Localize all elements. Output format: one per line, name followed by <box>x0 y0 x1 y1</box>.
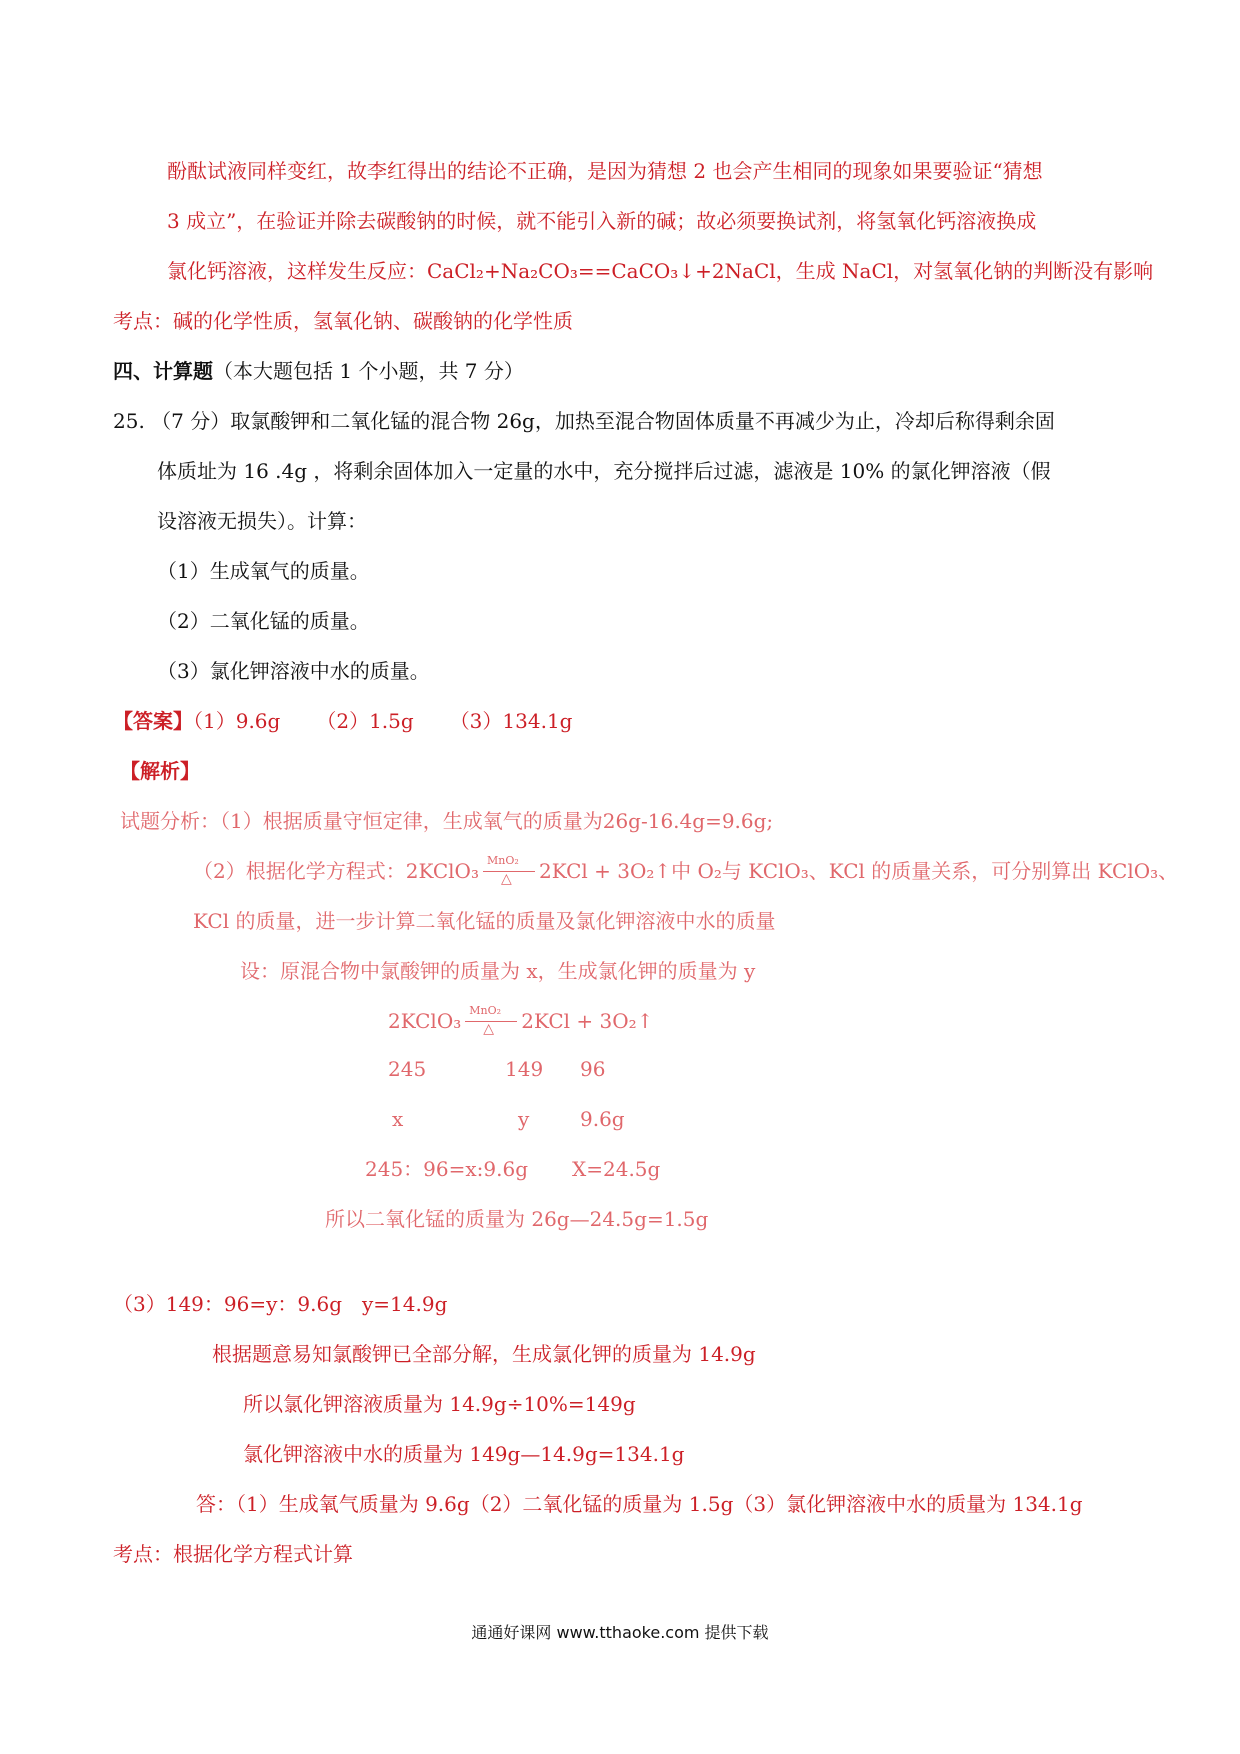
analysis-line-1: 试题分析：（1）根据质量守恒定律，生成氧气的质量为26g-16.4g=9.6g; <box>120 809 774 833</box>
equation-heat: △ <box>483 1021 495 1037</box>
question-line-1: 25. （7 分）取氯酸钾和二氧化锰的混合物 26g，加热至混合物固体质量不再减少为止，冷却后称得剩余固 <box>113 409 1055 433</box>
final-answer: 答：（1）生成氧气质量为 9.6g（2）二氧化锰的质量为 1.5g（3）氯化钾溶液中水的质量为 134.1g <box>196 1492 1083 1516</box>
heat-symbol: △ <box>500 871 512 887</box>
question-line-3: 设溶液无损失）。计算： <box>157 509 367 533</box>
analysis-line-2 <box>193 854 1179 887</box>
explanation-line-2: 3 成立”，在验证并除去碳酸钠的时候，就不能引入新的碱；故必须要换试剂，将氢氧化钙溶液换成 <box>167 209 1037 233</box>
part3-line-4: 氯化钾溶液中水的质量为 149g—14.9g=134.1g <box>243 1442 685 1466</box>
equation-condition <box>461 1004 521 1037</box>
answer-label: 【答案】 <box>113 709 193 733</box>
analysis-label: 【解析】 <box>120 759 200 783</box>
analysis-line-2a: （2）根据化学方程式：2KClO₃ <box>193 859 479 883</box>
question-sub-2: （2）二氧化锰的质量。 <box>157 609 370 633</box>
section-heading <box>113 357 524 385</box>
x-result: X=24.5g <box>572 1157 661 1181</box>
kaodian-1: 考点：碱的化学性质，氢氧化钠、碳酸钠的化学性质 <box>113 309 573 333</box>
question-sub-3: （3）氯化钾溶液中水的质量。 <box>157 659 430 683</box>
mno2-mass: 所以二氧化锰的质量为 26g—24.5g=1.5g <box>325 1207 709 1231</box>
part3-line-2: 根据题意易知氯酸钾已全部分解，生成氯化钾的质量为 14.9g <box>212 1342 756 1366</box>
page-footer: 通通好课网 www.tthaoke.com 提供下载 <box>471 1623 769 1642</box>
kaodian-2: 考点：根据化学方程式计算 <box>113 1542 353 1566</box>
analysis-line-2b: 2KCl + 3O₂↑中 O₂与 KClO₃、KCl 的质量关系，可分别算出 KClO₃、 <box>538 859 1179 883</box>
answer-line <box>113 707 572 735</box>
answer-2: （2）1.5g <box>316 709 414 733</box>
variable-o2: 9.6g <box>580 1107 625 1131</box>
equation-catalyst: MnO₂ <box>469 1004 502 1017</box>
molar-mass-1: 245 <box>388 1057 427 1081</box>
variable-y: y <box>518 1107 530 1131</box>
molar-mass-3: 96 <box>580 1057 606 1081</box>
variable-x: x <box>392 1107 404 1131</box>
part3-line-1b: y=14.9g <box>362 1292 448 1316</box>
equation-left: 2KClO₃ <box>388 1009 462 1033</box>
catalyst-label: MnO₂ <box>486 854 519 867</box>
answer-1: （1）9.6g <box>193 709 281 733</box>
question-line-2: 体质址为 16 .4g ，将剩余固体加入一定量的水中，充分搅拌后过滤，滤液是 10% 的氯化钾溶液（假 <box>157 459 1051 483</box>
ratio-equation: 245：96=x:9.6g <box>365 1157 529 1181</box>
section-note: （本大题包括 1 个小题，共 7 分） <box>213 359 524 383</box>
analysis-line-4: 设：原混合物中氯酸钾的质量为 x，生成氯化钾的质量为 y <box>240 959 756 983</box>
answer-3: （3）134.1g <box>449 709 573 733</box>
explanation-line-1: 酚酞试液同样变红，故李红得出的结论不正确，是因为猜想 2 也会产生相同的现象如果要验证“猜想 <box>167 159 1043 183</box>
section-title: 四、计算题 <box>113 359 213 383</box>
molar-mass-2: 149 <box>505 1057 544 1081</box>
explanation-line-3: 氯化钙溶液，这样发生反应：CaCl₂+Na₂CO₃==CaCO₃↓+2NaCl，生成 NaCl，对氢氧化钠的判断没有影响 <box>167 259 1154 283</box>
part3-line-3: 所以氯化钾溶液质量为 14.9g÷10%=149g <box>243 1392 636 1416</box>
reaction-condition <box>479 854 539 887</box>
question-sub-1: （1）生成氧气的质量。 <box>157 559 370 583</box>
reaction-equation <box>388 1004 654 1037</box>
analysis-line-3: KCl 的质量，进一步计算二氧化锰的质量及氯化钾溶液中水的质量 <box>193 909 776 933</box>
equation-right: 2KCl + 3O₂↑ <box>521 1009 654 1033</box>
part3-line-1a: （3）149：96=y：9.6g <box>113 1292 343 1316</box>
